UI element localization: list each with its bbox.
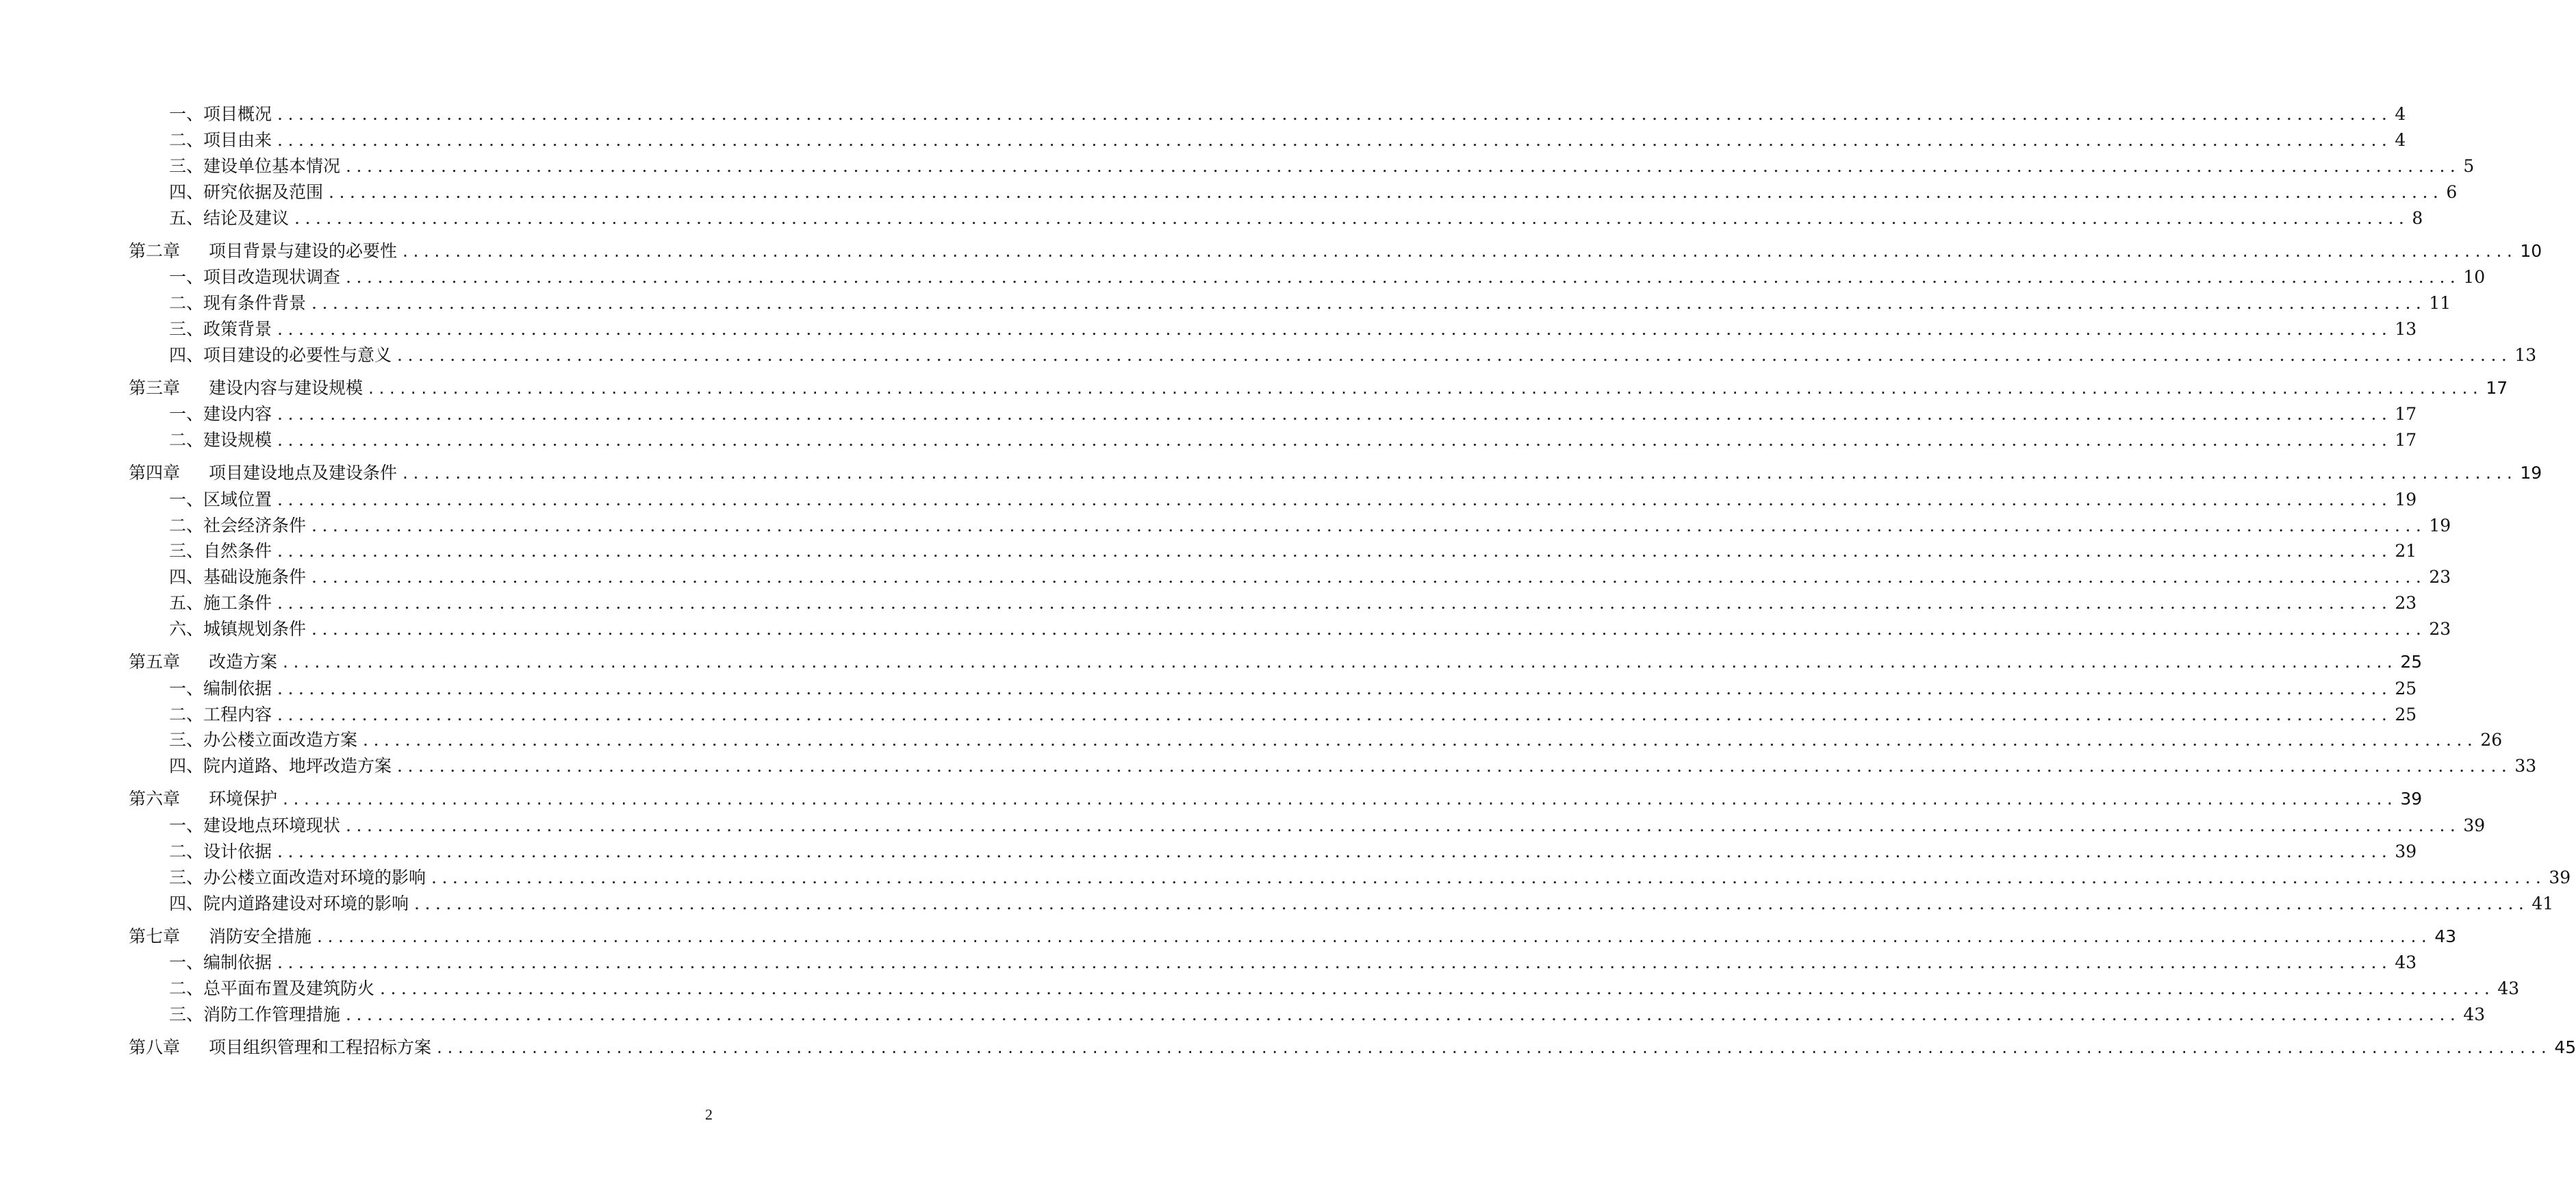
toc-page-number: 39 [2549, 868, 2571, 887]
toc-section-entry[interactable] [169, 344, 2537, 367]
toc-entry-title: 三、消防工作管理措施 [169, 1004, 341, 1024]
toc-entry-title [129, 650, 277, 674]
toc-section-entry[interactable] [169, 318, 2417, 341]
toc-section-entry[interactable] [169, 618, 2451, 641]
toc-entry-title: 二、项目由来 [169, 130, 272, 150]
toc-entry-title: 三、办公楼立面改造对环境的影响 [169, 868, 426, 887]
toc-section-entry[interactable] [169, 129, 2406, 152]
dot-leader: ........................................................................................................................................................................................................ [277, 593, 2393, 613]
toc-chapter-entry[interactable] [129, 240, 2542, 263]
dot-leader: ........................................................................................................................................................................................................ [403, 463, 2518, 483]
dot-leader: ........................................................................................................................................................................................................ [311, 619, 2427, 639]
toc-entry-title: 一、项目概况 [169, 104, 272, 124]
toc-page-number: 6 [2446, 182, 2458, 202]
toc-section-entry[interactable] [169, 977, 2520, 1000]
dot-leader: ........................................................................................................................................................................................................ [277, 952, 2393, 972]
dot-leader: ........................................................................................................................................................................................................ [397, 345, 2512, 365]
toc-page-number: 26 [2480, 730, 2503, 750]
toc-entry-title: 一、建设地点环境现状 [169, 816, 341, 835]
toc-page-number: 8 [2412, 208, 2423, 228]
chapter-title: 环境保护 [209, 789, 278, 809]
toc-entry-title: 五、施工条件 [169, 593, 272, 613]
toc-entry-title: 一、编制依据 [169, 952, 272, 972]
dot-leader: ........................................................................................................................................................................................................ [311, 567, 2427, 587]
toc-page-number: 4 [2395, 104, 2406, 124]
toc-page-number: 39 [2463, 816, 2486, 835]
toc-section-entry[interactable] [169, 892, 2554, 915]
dot-leader: ........................................................................................................................................................................................................ [283, 652, 2398, 672]
toc-entry-title: 二、社会经济条件 [169, 516, 307, 535]
toc-entry-title: 四、项目建设的必要性与意义 [169, 345, 392, 365]
toc-page-number: 17 [2395, 404, 2417, 424]
dot-leader: ........................................................................................................................................................................................................ [317, 926, 2432, 946]
toc-section-entry[interactable] [169, 540, 2417, 563]
toc-section-entry[interactable] [169, 755, 2537, 778]
toc-page-number: 23 [2429, 619, 2451, 639]
toc-page-number: 25 [2395, 705, 2417, 724]
toc-page-number: 4 [2395, 130, 2406, 150]
toc-entry-title: 五、结论及建议 [169, 208, 290, 228]
dot-leader: ........................................................................................................................................................................................................ [403, 241, 2518, 261]
toc-page-number: 23 [2429, 567, 2451, 587]
dot-leader: ........................................................................................................................................................................................................ [397, 756, 2512, 776]
toc-page-number: 19 [2520, 463, 2542, 483]
dot-leader: ........................................................................................................................................................................................................ [380, 978, 2495, 998]
toc-page-number: 10 [2463, 267, 2486, 287]
toc-entry-title: 四、基础设施条件 [169, 567, 307, 587]
toc-section-entry[interactable] [169, 488, 2417, 511]
toc-page-number: 43 [2463, 1004, 2486, 1024]
toc-entry-title: 一、项目改造现状调查 [169, 267, 341, 287]
toc-section-entry[interactable] [169, 566, 2451, 589]
toc-section-entry[interactable] [169, 814, 2486, 837]
dot-leader: ........................................................................................................................................................................................................ [329, 182, 2444, 202]
toc-section-entry[interactable] [169, 292, 2451, 315]
toc-page-number: 23 [2395, 593, 2417, 613]
toc-page-number: 5 [2463, 156, 2475, 176]
toc-section-entry[interactable] [169, 514, 2451, 538]
toc-section-entry[interactable] [169, 403, 2417, 426]
toc-page-number: 39 [2400, 789, 2423, 809]
toc-chapter-entry[interactable] [129, 462, 2542, 485]
toc-section-entry[interactable] [169, 729, 2503, 752]
chapter-number: 第四章 [129, 463, 181, 483]
toc-section-entry[interactable] [169, 207, 2423, 230]
toc-entry-title: 三、自然条件 [169, 541, 272, 561]
toc-page-number: 25 [2400, 652, 2423, 672]
toc-entry-title: 二、现有条件背景 [169, 293, 307, 313]
toc-page-number: 19 [2429, 516, 2451, 535]
dot-leader: ........................................................................................................................................................................................................ [346, 1004, 2461, 1024]
dot-leader: ........................................................................................................................................................................................................ [311, 516, 2427, 535]
dot-leader: ........................................................................................................................................................................................................ [346, 816, 2461, 835]
chapter-title: 改造方案 [209, 652, 278, 672]
toc-entry-title: 三、办公楼立面改造方案 [169, 730, 358, 750]
dot-leader: ........................................................................................................................................................................................................ [277, 404, 2393, 424]
toc-entry-title: 一、建设内容 [169, 404, 272, 424]
toc-entry-title: 三、建设单位基本情况 [169, 156, 341, 176]
dot-leader: ........................................................................................................................................................................................................ [437, 1037, 2552, 1057]
dot-leader: ........................................................................................................................................................................................................ [277, 319, 2393, 339]
toc-page-number: 17 [2486, 378, 2508, 398]
toc-page-number: 21 [2395, 541, 2417, 561]
toc-section-entry[interactable] [169, 951, 2417, 974]
toc-entry-title: 六、城镇规划条件 [169, 619, 307, 639]
toc-entry-title: 四、研究依据及范围 [169, 182, 324, 202]
toc-entry-title [129, 1036, 431, 1059]
dot-leader: ........................................................................................................................................................................................................ [277, 104, 2393, 124]
chapter-title: 项目建设地点及建设条件 [209, 463, 398, 483]
toc-section-entry[interactable] [169, 181, 2458, 204]
dot-leader: ........................................................................................................................................................................................................ [283, 789, 2398, 809]
chapter-number: 第三章 [129, 378, 181, 398]
dot-leader: ........................................................................................................................................................................................................ [277, 679, 2393, 698]
chapter-title: 项目背景与建设的必要性 [209, 241, 398, 261]
toc-entry-title [129, 240, 397, 263]
dot-leader: ........................................................................................................................................................................................................ [294, 208, 2410, 228]
toc-entry-title: 四、院内道路、地坪改造方案 [169, 756, 392, 776]
toc-chapter-entry[interactable] [129, 787, 2423, 811]
toc-chapter-entry[interactable] [129, 650, 2423, 674]
chapter-title: 建设内容与建设规模 [209, 378, 364, 398]
toc-section-entry[interactable] [169, 266, 2486, 289]
toc-page-number: 43 [2434, 926, 2457, 946]
chapter-number: 第八章 [129, 1037, 181, 1057]
dot-leader: ........................................................................................................................................................................................................ [346, 156, 2461, 176]
chapter-number: 第二章 [129, 241, 181, 261]
chapter-title: 项目组织管理和工程招标方案 [209, 1037, 432, 1057]
toc-section-entry[interactable] [169, 429, 2417, 452]
toc-page-number: 19 [2395, 490, 2417, 509]
dot-leader: ........................................................................................................................................................................................................ [431, 868, 2547, 887]
toc-entry-title: 一、区域位置 [169, 490, 272, 509]
dot-leader: ........................................................................................................................................................................................................ [414, 894, 2529, 913]
toc-section-entry[interactable] [169, 103, 2406, 126]
chapter-number: 第六章 [129, 789, 181, 809]
toc-section-entry[interactable] [169, 677, 2417, 700]
dot-leader: ........................................................................................................................................................................................................ [277, 430, 2393, 450]
toc-entry-title: 二、总平面布置及建筑防火 [169, 978, 375, 998]
toc-chapter-entry[interactable] [129, 377, 2508, 400]
toc-page-number: 13 [2514, 345, 2537, 365]
toc-page-number: 13 [2395, 319, 2417, 339]
dot-leader: ........................................................................................................................................................................................................ [277, 541, 2393, 561]
toc-chapter-entry[interactable] [129, 1036, 2576, 1059]
toc-page-number: 43 [2497, 978, 2520, 998]
chapter-number: 第五章 [129, 652, 181, 672]
dot-leader: ........................................................................................................................................................................................................ [277, 130, 2393, 150]
toc-entry-title: 三、政策背景 [169, 319, 272, 339]
toc-entry-title: 二、设计依据 [169, 842, 272, 861]
toc-section-entry[interactable] [169, 155, 2475, 178]
toc-entry-title: 一、编制依据 [169, 679, 272, 698]
dot-leader: ........................................................................................................................................................................................................ [277, 842, 2393, 861]
toc-page-number: 41 [2532, 894, 2554, 913]
toc-page-number: 25 [2395, 679, 2417, 698]
toc-page-number: 33 [2514, 756, 2537, 776]
dot-leader: ........................................................................................................................................................................................................ [277, 705, 2393, 724]
toc-page-number: 45 [2554, 1037, 2576, 1057]
dot-leader: ........................................................................................................................................................................................................ [368, 378, 2484, 398]
dot-leader: ........................................................................................................................................................................................................ [363, 730, 2478, 750]
toc-section-entry[interactable] [169, 592, 2417, 615]
chapter-number: 第七章 [129, 926, 181, 946]
toc-section-entry[interactable] [169, 1003, 2486, 1026]
toc-section-entry[interactable] [169, 840, 2417, 863]
dot-leader: ........................................................................................................................................................................................................ [277, 490, 2393, 509]
toc-page-number: 43 [2395, 952, 2417, 972]
toc-entry-title: 四、院内道路建设对环境的影响 [169, 894, 409, 913]
toc-chapter-entry[interactable] [129, 925, 2457, 948]
toc-page-number: 17 [2395, 430, 2417, 450]
toc-entry-title: 二、工程内容 [169, 705, 272, 724]
page-number: 2 [705, 1106, 713, 1123]
toc-section-entry[interactable] [169, 703, 2417, 726]
dot-leader: ........................................................................................................................................................................................................ [346, 267, 2461, 287]
toc-page-number: 11 [2429, 293, 2451, 313]
toc-page-number: 10 [2520, 241, 2542, 261]
toc-entry-title [129, 377, 363, 400]
dot-leader: ........................................................................................................................................................................................................ [311, 293, 2427, 313]
toc-page-number: 39 [2395, 842, 2417, 861]
toc-section-entry[interactable] [169, 866, 2571, 889]
toc-entry-title [129, 925, 311, 948]
chapter-title: 消防安全措施 [209, 926, 312, 946]
toc-entry-title: 二、建设规模 [169, 430, 272, 450]
toc-entry-title [129, 462, 397, 485]
toc-entry-title [129, 787, 277, 811]
